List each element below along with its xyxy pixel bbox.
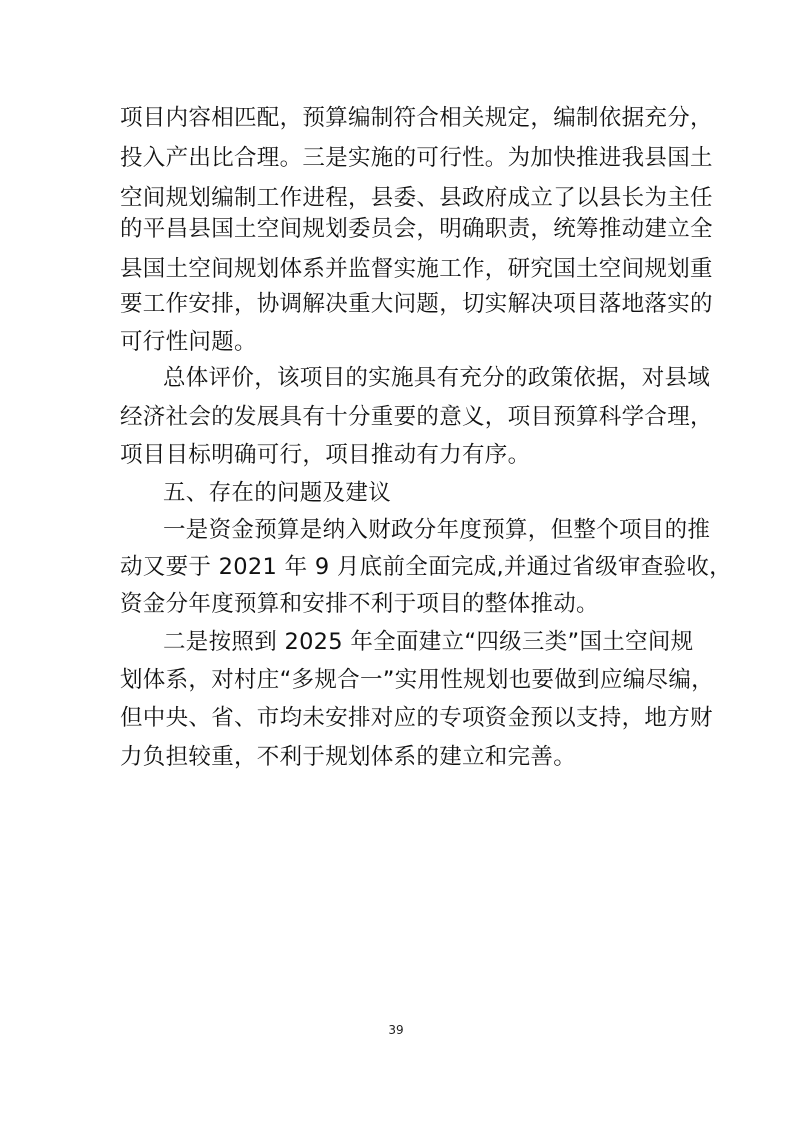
body-text-line: 经济社会的发展具有十分重要的意义，项目预算科学合理， [120, 404, 713, 430]
body-text-line: 空间规划编制工作进程，县委、县政府成立了以县长为主任 [120, 185, 713, 211]
page-number: 39 [388, 1023, 404, 1037]
body-text-line: 资金分年度预算和安排不利于项目的整体推动。 [120, 591, 599, 617]
body-text-line: 可行性问题。 [120, 329, 257, 355]
body-text-line: 但中央、省、市均未安排对应的专项资金预以支持，地方财 [120, 705, 713, 731]
section-heading: 五、存在的问题及建议 [163, 480, 392, 506]
body-text-line: 力负担较重，不利于规划体系的建立和完善。 [120, 744, 577, 770]
paragraph-first-line: 总体评价，该项目的实施具有充分的政策依据，对县域 [163, 365, 711, 391]
body-text-line: 投入产出比合理。三是实施的可行性。为加快推进我县国土 [120, 145, 713, 171]
body-text-line: 的平昌县国土空间规划委员会，明确职责，统筹推动建立全 [120, 216, 713, 242]
paragraph-first-line: 二是按照到 2025 年全面建立“四级三类”国土空间规 [163, 629, 694, 655]
body-text-line: 动又要于 2021 年 9 月底前全面完成,并通过省级审查验收， [120, 554, 732, 580]
paragraph-first-line: 一是资金预算是纳入财政分年度预算，但整个项目的推 [163, 517, 711, 543]
body-text-line: 要工作安排，协调解决重大问题，切实解决项目落地落实的 [120, 291, 713, 317]
body-text-line: 县国土空间规划体系并监督实施工作，研究国土空间规划重 [120, 256, 713, 282]
body-text-line: 项目内容相匹配，预算编制符合相关规定，编制依据充分， [120, 105, 713, 131]
body-text-line: 划体系，对村庄“多规合一”实用性规划也要做到应编尽编， [120, 667, 714, 693]
body-text-line: 项目目标明确可行，项目推动有力有序。 [120, 442, 531, 468]
